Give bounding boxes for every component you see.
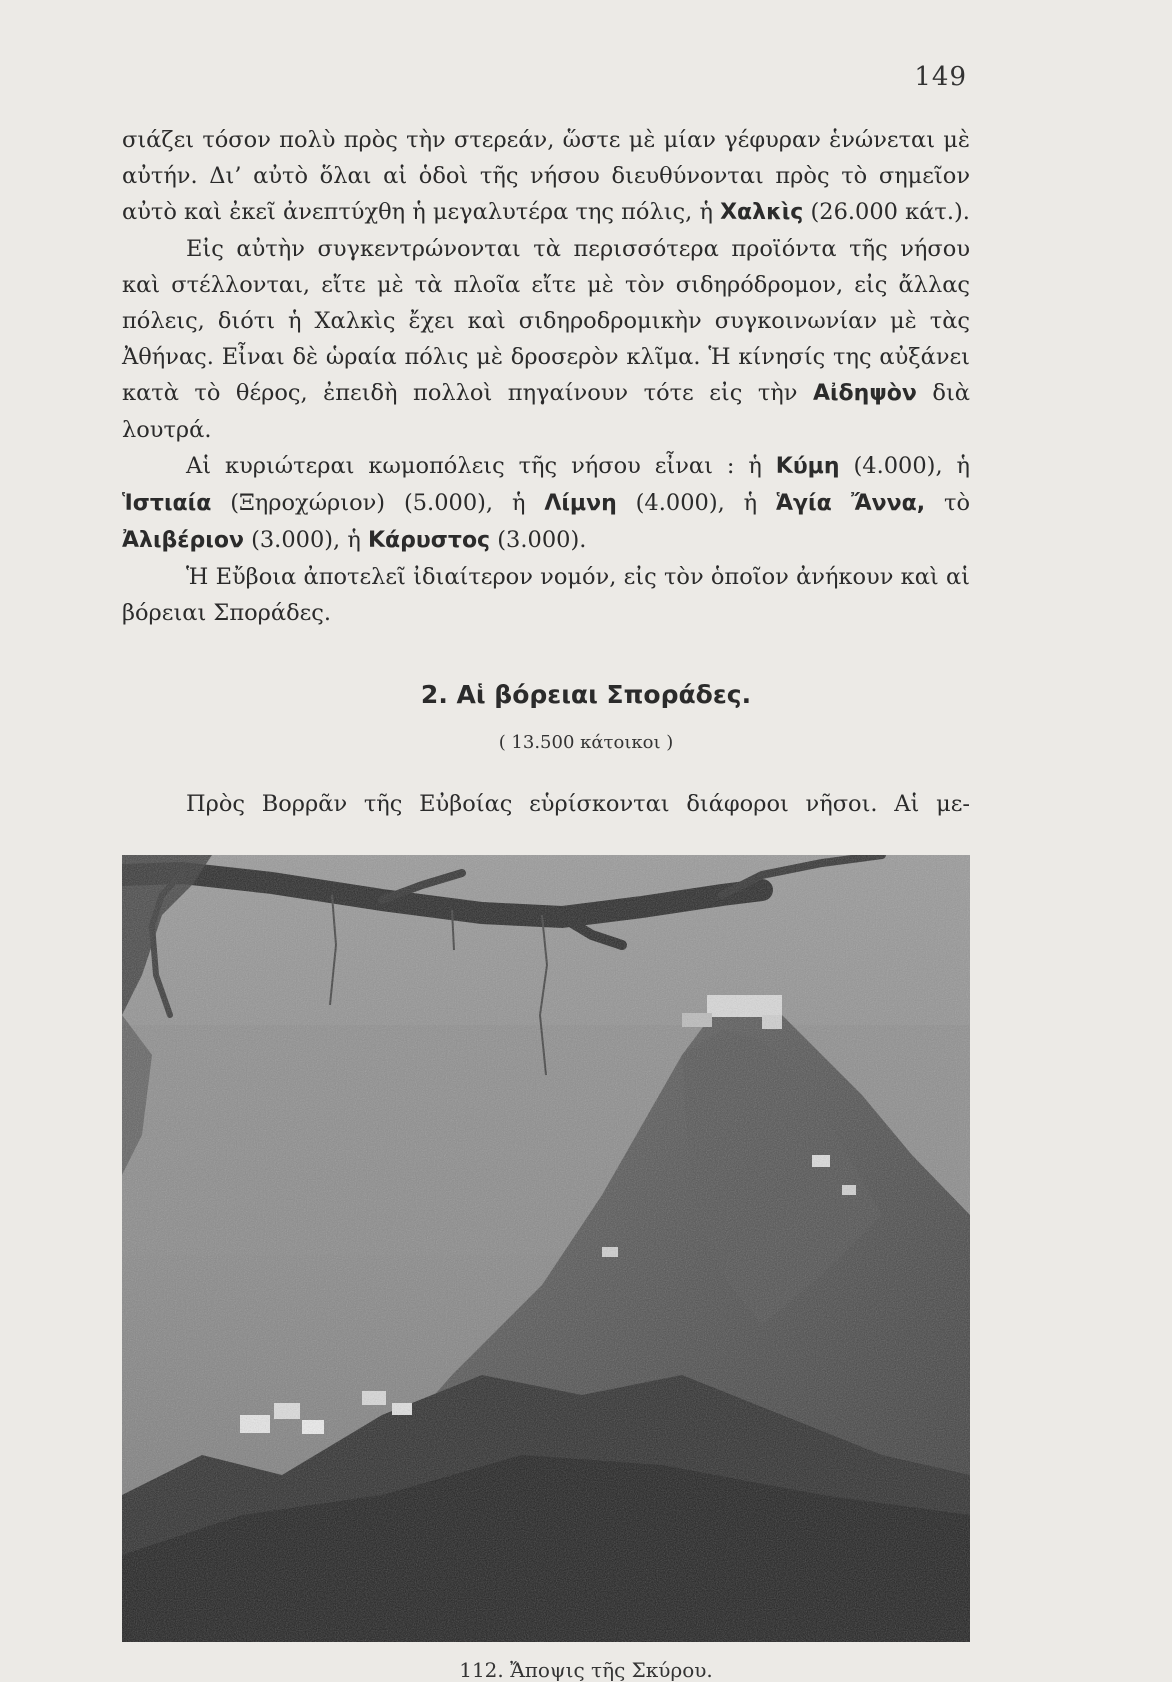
term-karystos: Κάρυστος [368, 528, 491, 553]
section-subtitle: ( 13.500 κάτοικοι ) [498, 732, 674, 753]
photo-skyros-view [122, 855, 970, 1642]
section-title: 2. Αἱ βόρειαι Σποράδες. [420, 680, 752, 709]
paragraph-5: Πρὸς Βορρᾶν τῆς Εὐβοίας εὑρίσκονται διάφοροι νῆσοι. Αἱ με- [186, 791, 970, 817]
term-aidipsos: Αἰδηψὸν [812, 381, 917, 406]
photo-illustration [122, 855, 970, 1642]
paragraph-4: Ἡ Εὔβοια ἀποτελεῖ ἰδιαίτερον νομόν, εἰς τὸν ὁποῖον ἀνήκουν καὶ αἱ βόρειαι Σποράδες. [122, 564, 970, 626]
paragraph-1: σιάζει τόσον πολὺ πρὸς τὴν στερεάν, ὥστε μὲ μίαν γέφυραν ἑνώνεται μὲ αὐτήν. Δι’ αὐτὸ ὅλαι αἱ ὁδοὶ τῆς νήσου διευθύνονται πρὸς τὸ σημεῖον αὐτὸ καὶ ἐκεῖ ἀνεπτύχθη ἡ μεγαλυτέρα της πόλις, ἡ Χαλκὶς (26.000 κάτ.). [122, 127, 970, 225]
term-aliverion: Ἀλιβέριον [122, 528, 244, 553]
figure-caption: 112. Ἄποψις τῆς Σκύρου. [459, 1658, 713, 1682]
term-kymi: Κύμη [775, 454, 840, 479]
term-istiaia: Ἱστιαία [122, 491, 212, 516]
paragraph-2: Εἰς αὐτὴν συγκεντρώνονται τὰ περισσότερα προϊόντα τῆς νήσου καὶ στέλλονται, εἴτε μὲ τὰ πλοῖα εἴτε μὲ τὸν σιδηρόδρομον, εἰς ἄλλας πόλεις, διότι ἡ Χαλκὶς ἔχει καὶ σιδηροδρομικὴν συγκοινωνίαν μὲ τὰς Ἀθήνας. Εἶναι δὲ ὡραία πόλις μὲ δροσερὸν κλῖμα. Ἡ κίνησίς της αὐξάνει κατὰ τὸ θέρος, ἐπειδὴ πολλοὶ πηγαίνουν τότε εἰς τὴν Αἰδηψὸν διὰ λουτρά. [122, 236, 970, 443]
term-limni: Λίμνη [544, 491, 617, 516]
term-agia-anna: Ἁγία Ἄννα, [776, 491, 926, 516]
term-chalkis: Χαλκὶς [720, 200, 804, 225]
body-text [122, 122, 970, 631]
figure-skyros [122, 855, 970, 1645]
page-number: 149 [914, 62, 967, 92]
paragraph-3: Αἱ κυριώτεραι κωμοπόλεις τῆς νήσου εἶναι : ἡ Κύμη (4.000), ἡ Ἱστιαία (Ξηροχώριον) (5.000), ἡ Λίμνη (4.000), ἡ Ἁγία Ἄννα, τὸ Ἀλιβέριον (3.000), ἡ Κάρυστος (3.000). [122, 453, 971, 553]
